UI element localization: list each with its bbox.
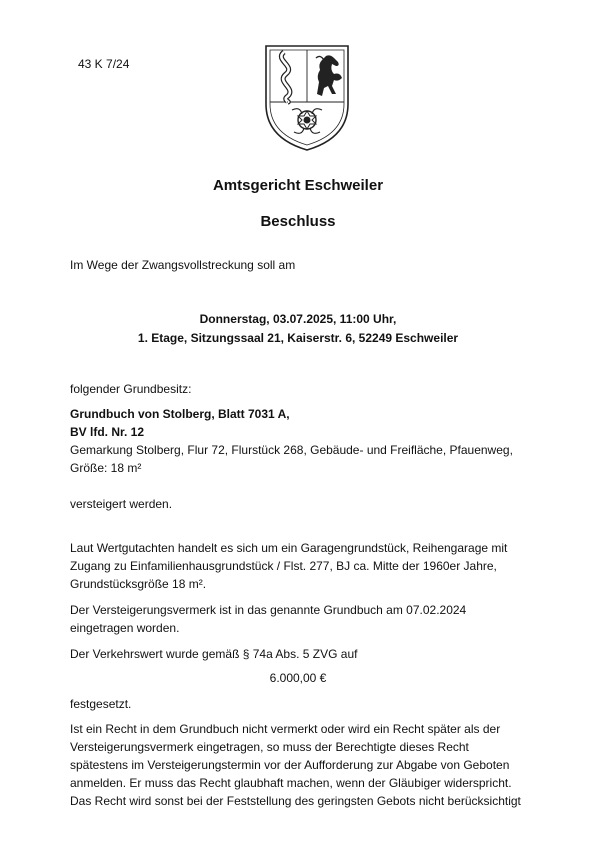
- market-value: 6.000,00 €: [269, 671, 327, 685]
- appraisal-line-3: Grundstücksgröße 18 m².: [70, 577, 207, 591]
- intro-text: Im Wege der Zwangsvollstreckung soll am: [70, 258, 296, 272]
- case-number: 43 K 7/24: [78, 57, 130, 71]
- rights-line-2: Versteigerungsvermerk eingetragen, so muss der Berechtigte dieses Recht: [70, 740, 469, 754]
- appraisal-line-1: Laut Wertgutachten handelt es sich um ein Garagengrundstück, Reihengarage mit: [70, 541, 508, 555]
- registration-line-2: eingetragen worden.: [70, 621, 180, 635]
- registration-line-1: Der Versteigerungsvermerk ist in das genannte Grundbuch am 07.02.2024: [70, 603, 467, 617]
- rights-line-4: anmelden. Er muss das Recht glaubhaft machen, wenn der Gläubiger widerspricht.: [70, 776, 512, 790]
- auction-location: 1. Etage, Sitzungssaal 21, Kaiserstr. 6, 52249 Eschweiler: [137, 331, 459, 345]
- land-register: Grundbuch von Stolberg, Blatt 7031 A,: [70, 407, 290, 421]
- rights-line-1: Ist ein Recht in dem Grundbuch nicht vermerkt oder wird ein Recht später als der: [70, 722, 501, 736]
- court-name: Amtsgericht Eschweiler: [212, 177, 384, 194]
- market-value-intro: Der Verkehrswert wurde gemäß § 74a Abs. 5 ZVG auf: [70, 647, 358, 661]
- parcel-description: Gemarkung Stolberg, Flur 72, Flurstück 268, Gebäude- und Freifläche, Pfauenweg,: [70, 443, 513, 457]
- appraisal-line-2: Zugang zu Einfamilienhausgrundstück / Flst. 277, BJ ca. Mitte der 1960er Jahre,: [70, 559, 497, 573]
- auction-date: Donnerstag, 03.07.2025, 11:00 Uhr,: [199, 312, 397, 326]
- auctioned-text: versteigert werden.: [70, 497, 173, 511]
- coat-of-arms-emblem: [262, 42, 352, 154]
- property-intro: folgender Grundbesitz:: [70, 382, 192, 396]
- bv-number: BV lfd. Nr. 12: [70, 425, 145, 439]
- rights-line-5: Das Recht wird sonst bei der Feststellung des geringsten Gebots nicht berücksichtigt: [70, 794, 521, 808]
- document-title: Beschluss: [260, 213, 336, 230]
- parcel-size: Größe: 18 m²: [70, 461, 142, 475]
- rights-line-3: spätestens im Versteigerungstermin vor der Aufforderung zur Abgabe von Geboten: [70, 758, 510, 772]
- fixed-text: festgesetzt.: [70, 697, 132, 711]
